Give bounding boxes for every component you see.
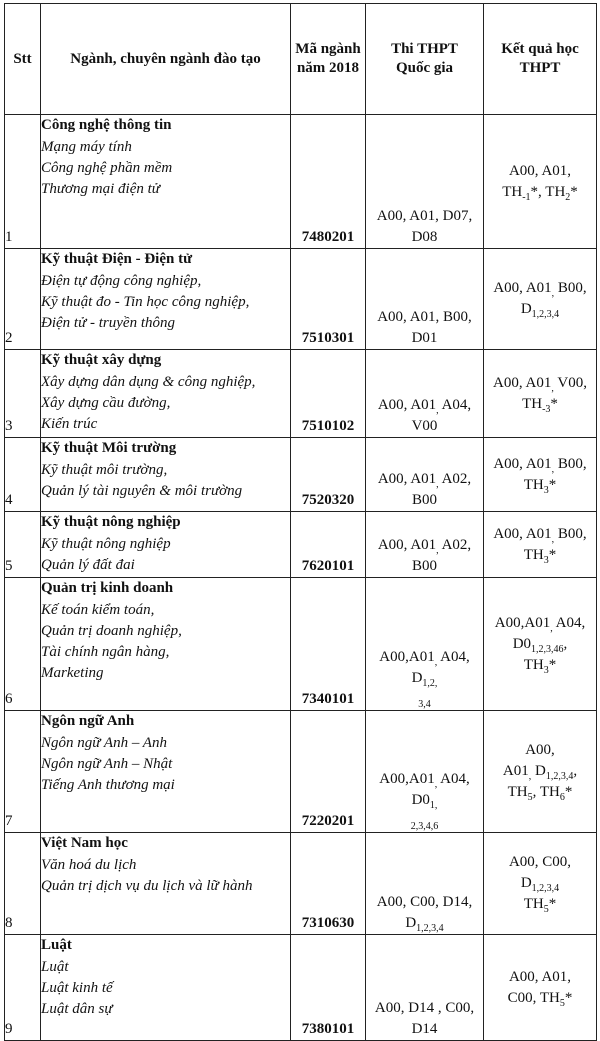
major-title: Quản trị kinh doanh bbox=[41, 580, 174, 596]
major-title: Kỹ thuật xây dựng bbox=[41, 352, 162, 368]
row-exam-combos: $A00,A01_,$ A04, $D0_{1,}$ $_{2,3,4,6}$ bbox=[366, 711, 484, 833]
row-result-combos: A00, $A01_,$ B00, $TH_3*$ bbox=[484, 438, 597, 512]
row-exam-combos: A00, A01, D07, D08 bbox=[366, 115, 484, 249]
header-code bbox=[291, 4, 366, 115]
specialization: Ngôn ngữ Anh – Nhật bbox=[41, 756, 173, 772]
row-result-combos: A00, A01, $TH_{-1}*$, $TH_2*$ bbox=[484, 115, 597, 249]
table-row bbox=[5, 935, 597, 1041]
major-title: Kỹ thuật nông nghiệp bbox=[41, 514, 181, 530]
row-code: 7220201 bbox=[291, 711, 366, 833]
specialization: Thương mại điện tử bbox=[41, 181, 160, 197]
row-code: 7620101 bbox=[291, 512, 366, 578]
specialization: Luật bbox=[41, 959, 69, 975]
specialization: Xây dựng cầu đường, bbox=[41, 395, 171, 411]
row-stt: 7 bbox=[5, 711, 41, 833]
table-row bbox=[5, 350, 597, 438]
row-major bbox=[41, 350, 291, 438]
major-title: Việt Nam học bbox=[41, 835, 128, 851]
table-row bbox=[5, 512, 597, 578]
table-body bbox=[5, 115, 597, 1041]
specialization: Kỹ thuật đo - Tin học công nghiệp, bbox=[41, 294, 250, 310]
admission-table bbox=[4, 3, 597, 1041]
specialization: Công nghệ phần mềm bbox=[41, 160, 173, 176]
row-stt: 9 bbox=[5, 935, 41, 1041]
major-title: Kỹ thuật Điện - Điện tử bbox=[41, 251, 193, 267]
row-stt: 4 bbox=[5, 438, 41, 512]
row-result-combos: A00, A01, C00, $TH_5*$ bbox=[484, 935, 597, 1041]
specialization: Kỹ thuật môi trường, bbox=[41, 462, 168, 478]
row-stt: 6 bbox=[5, 578, 41, 711]
header-exam-line1: Thi THPT bbox=[391, 41, 458, 57]
major-title: Kỹ thuật Môi trường bbox=[41, 440, 177, 456]
row-code: 7380101 bbox=[291, 935, 366, 1041]
header-result bbox=[484, 4, 597, 115]
specialization: Quản lý đất đai bbox=[41, 557, 135, 573]
row-code: 7310630 bbox=[291, 833, 366, 935]
row-major bbox=[41, 249, 291, 350]
major-title: Công nghệ thông tin bbox=[41, 117, 172, 133]
row-result-combos: A00, $A01_,$ B00, $TH_3*$ bbox=[484, 512, 597, 578]
row-result-combos: A00, C00, $D_{1,2,3,4}$ $TH_5*$ bbox=[484, 833, 597, 935]
row-exam-combos: A00, $A01_,$ A04, V00 bbox=[366, 350, 484, 438]
row-stt: 1 bbox=[5, 115, 41, 249]
table-row bbox=[5, 115, 597, 249]
specialization: Văn hoá du lịch bbox=[41, 857, 137, 873]
specialization: Điện tự động công nghiệp, bbox=[41, 273, 202, 289]
row-result-combos: A00, $A01_,$ B00, $D_{1,2,3,4}$ bbox=[484, 249, 597, 350]
specialization: Marketing bbox=[41, 665, 104, 681]
row-exam-combos: A00, A01, B00, D01 bbox=[366, 249, 484, 350]
table-row bbox=[5, 711, 597, 833]
row-major bbox=[41, 115, 291, 249]
row-exam-combos: A00, D14 , C00, D14 bbox=[366, 935, 484, 1041]
row-exam-combos: A00, $A01_,$ A02, B00 bbox=[366, 438, 484, 512]
row-exam-combos: $A00,A01_,$ A04, $D_{1,2,}$ $_{3,4}$ bbox=[366, 578, 484, 711]
header-code-line1: Mã ngành bbox=[295, 41, 361, 57]
row-result-combos: A00, $A01_,$ $D_{1,2,3,4}$, $TH_5$, $TH_6*$ bbox=[484, 711, 597, 833]
row-stt: 3 bbox=[5, 350, 41, 438]
row-result-combos: $A00,A01_,$ A04, $D0_{1,2,3,46}$, $TH_3*$ bbox=[484, 578, 597, 711]
row-code: 7480201 bbox=[291, 115, 366, 249]
header-major: Ngành, chuyên ngành đào tạo bbox=[41, 4, 291, 115]
row-major bbox=[41, 711, 291, 833]
major-title: Ngôn ngữ Anh bbox=[41, 713, 135, 729]
specialization: Quản trị doanh nghiệp, bbox=[41, 623, 182, 639]
row-code: 7520320 bbox=[291, 438, 366, 512]
row-stt: 8 bbox=[5, 833, 41, 935]
specialization: Tiếng Anh thương mại bbox=[41, 777, 175, 793]
major-title: Luật bbox=[41, 937, 72, 953]
specialization: Mạng máy tính bbox=[41, 139, 132, 155]
row-major bbox=[41, 512, 291, 578]
row-major bbox=[41, 578, 291, 711]
row-result-combos: A00, $A01_,$ V00, $TH_{-3}*$ bbox=[484, 350, 597, 438]
header-exam-line2: Quốc gia bbox=[395, 60, 454, 76]
header-result-line1: Kết quả học bbox=[501, 41, 579, 57]
specialization: Luật kinh tế bbox=[41, 980, 113, 996]
row-stt: 2 bbox=[5, 249, 41, 350]
specialization: Kiến trúc bbox=[41, 416, 98, 432]
table-row bbox=[5, 833, 597, 935]
row-major bbox=[41, 438, 291, 512]
header-stt: Stt bbox=[5, 4, 41, 115]
specialization: Tài chính ngân hàng, bbox=[41, 644, 170, 660]
header-code-line2: năm 2018 bbox=[296, 60, 360, 76]
table-row bbox=[5, 249, 597, 350]
row-code: 7510301 bbox=[291, 249, 366, 350]
table-row bbox=[5, 438, 597, 512]
specialization: Kế toán kiểm toán, bbox=[41, 602, 155, 618]
row-major bbox=[41, 833, 291, 935]
specialization: Ngôn ngữ Anh – Anh bbox=[41, 735, 167, 751]
row-exam-combos: A00, C00, D14, $D_{1,2,3,4}$ bbox=[366, 833, 484, 935]
table-row bbox=[5, 578, 597, 711]
table-header bbox=[5, 4, 597, 115]
specialization: Luật dân sự bbox=[41, 1001, 113, 1017]
specialization: Điện tử - truyền thông bbox=[41, 315, 175, 331]
row-code: 7340101 bbox=[291, 578, 366, 711]
row-code: 7510102 bbox=[291, 350, 366, 438]
row-major bbox=[41, 935, 291, 1041]
specialization: Quản lý tài nguyên & môi trường bbox=[41, 483, 243, 499]
specialization: Xây dựng dân dụng & công nghiệp, bbox=[41, 374, 256, 390]
row-exam-combos: A00, $A01_,$ A02, B00 bbox=[366, 512, 484, 578]
row-stt: 5 bbox=[5, 512, 41, 578]
header-exam bbox=[366, 4, 484, 115]
header-result-line2: THPT bbox=[519, 60, 561, 76]
specialization: Quản trị dịch vụ du lịch và lữ hành bbox=[41, 878, 253, 894]
specialization: Kỹ thuật nông nghiệp bbox=[41, 536, 171, 552]
